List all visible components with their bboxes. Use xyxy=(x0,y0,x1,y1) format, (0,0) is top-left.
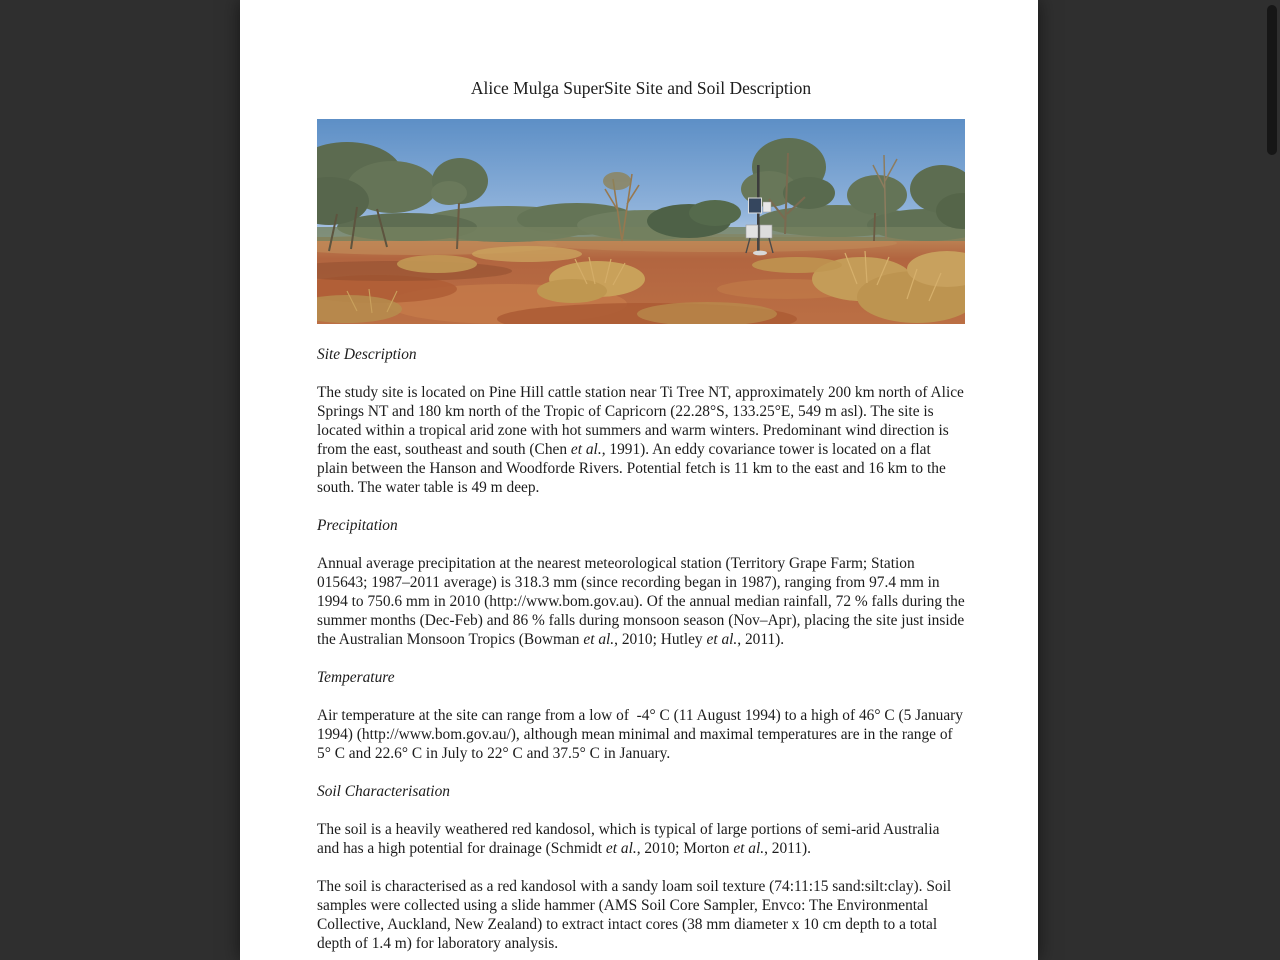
section-heading: Precipitation xyxy=(317,517,398,534)
page-content xyxy=(240,0,1038,953)
site-photo xyxy=(317,119,965,324)
paragraph: The soil is a heavily weathered red kandosol, which is typical of large portions of semi-arid Australia and has a high potential for drainage (Schmidt et al., 2010; Morton et al., 2011). xyxy=(317,821,940,857)
paragraph: The soil is characterised as a red kandosol with a sandy loam soil texture (74:11:15 sand:silt:clay). Soil samples were collected using a slide hammer (AMS Soil Core Sampler, Envco: The Environmental Collective, Auckland, New Zealand) to extract intact cores (38 mm diameter x 10 cm depth to a total depth of 1.4 m) for laboratory analysis. xyxy=(317,878,952,952)
section-heading: Soil Characterisation xyxy=(317,783,450,800)
site-photo-illustration xyxy=(317,119,965,324)
section-heading: Temperature xyxy=(317,669,395,686)
document-sections xyxy=(317,345,965,953)
document-title: Alice Mulga SuperSite Site and Soil Description xyxy=(470,78,812,98)
paragraph: The study site is located on Pine Hill cattle station near Ti Tree NT, approximately 200 km north of Alice Springs NT and 180 km north of the Tropic of Capricorn (22.28°S, 133.25°E, 549 m asl). The site is located within a tropical arid zone with hot summers and warm winters. Predominant wind direction is from the east, southeast and south (Chen et al., 1991). An eddy covariance tower is located on a flat plain between the Hanson and Woodforde Rivers. Potential fetch is 11 km to the east and 16 km to the south. The water table is 49 m deep. xyxy=(317,384,964,496)
document-page xyxy=(240,0,1038,960)
paragraph: Air temperature at the site can range from a low of -4° C (11 August 1994) to a high of 46° C (5 January 1994) (http://www.bom.gov.au/), although mean minimal and maximal temperatures are in the range of 5° C and 22.6° C in July to 22° C and 37.5° C in January. xyxy=(317,707,964,762)
scrollbar-thumb[interactable] xyxy=(1267,5,1277,155)
section-heading: Site Description xyxy=(317,346,417,363)
paragraph: Annual average precipitation at the nearest meteorological station (Territory Grape Farm; Station 015643; 1987–2011 average) is 318.3 mm (since recording began in 1987), ranging from 97.4 mm in 1994 to 750.6 mm in 2010 (http://www.bom.gov.au). Of the annual median rainfall, 72 % falls during the summer months (Dec-Feb) and 86 % falls during monsoon season (Nov–Apr), placing the site just inside the Australian Monsoon Tropics (Bowman et al., 2010; Hutley et al., 2011). xyxy=(317,555,965,648)
